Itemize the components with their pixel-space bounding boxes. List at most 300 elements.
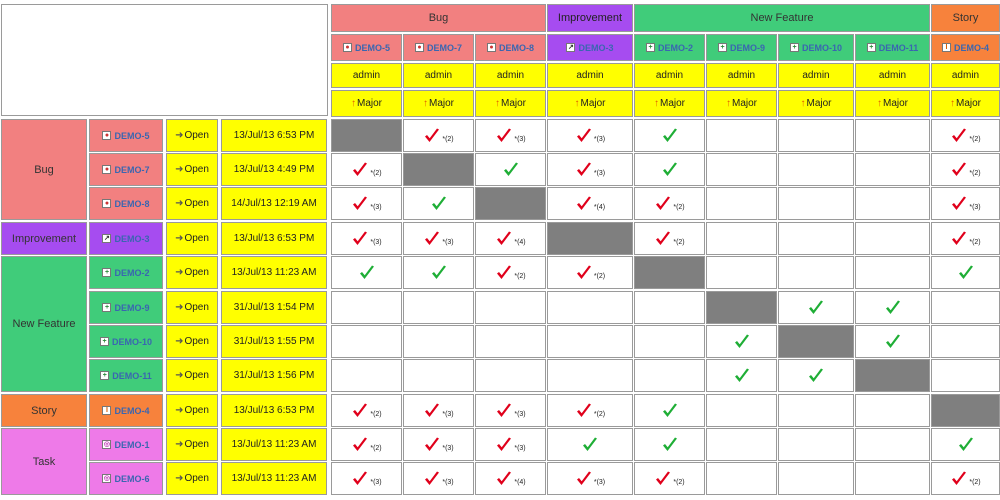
- column-assignee: admin: [403, 63, 474, 88]
- dependency-count: *(2): [673, 204, 685, 211]
- matrix-cell-self: [634, 256, 705, 289]
- matrix-cell[interactable]: [331, 153, 402, 186]
- row-issue-key[interactable]: [89, 394, 163, 427]
- matrix-cell[interactable]: [778, 256, 854, 289]
- matrix-cell[interactable]: [778, 187, 854, 220]
- row-group-header: Bug: [1, 119, 87, 220]
- dependency-count: *(2): [593, 273, 606, 280]
- issue-key-link[interactable]: DEMO-8: [114, 198, 150, 209]
- matrix-cell[interactable]: [778, 222, 854, 255]
- matrix-cell[interactable]: [547, 187, 633, 220]
- status-label: Open: [184, 267, 209, 278]
- priority-label: Major: [731, 98, 757, 109]
- column-issue-key[interactable]: [855, 34, 930, 61]
- issue-key-link[interactable]: DEMO-11: [112, 370, 152, 381]
- dependency-count: *(2): [969, 170, 981, 177]
- row-group-header: New Feature: [1, 256, 87, 392]
- priority-up-icon: ↑: [350, 98, 356, 109]
- red-check-icon: [495, 436, 513, 454]
- red-check-icon: [423, 230, 441, 248]
- matrix-cell[interactable]: [931, 291, 1000, 324]
- column-priority: [778, 90, 854, 117]
- bug-icon: ●: [102, 165, 111, 174]
- issue-key-link[interactable]: DEMO-11: [878, 42, 919, 53]
- matrix-cell[interactable]: [931, 187, 1000, 220]
- row-issue-key[interactable]: [89, 428, 163, 461]
- row-status: [166, 187, 218, 220]
- matrix-cell[interactable]: [475, 428, 546, 461]
- issue-key-link[interactable]: DEMO-3: [578, 42, 614, 53]
- plus-icon: +: [646, 43, 655, 52]
- matrix-cell[interactable]: [931, 119, 1000, 152]
- red-check-icon: [495, 402, 513, 420]
- matrix-cell[interactable]: [331, 222, 402, 255]
- priority-up-icon: ↑: [725, 98, 731, 109]
- matrix-cell[interactable]: [855, 462, 930, 495]
- matrix-cell[interactable]: [331, 187, 402, 220]
- open-status-icon: ➜: [175, 473, 184, 484]
- dependency-count: *(4): [593, 204, 606, 211]
- green-check-icon: [661, 402, 679, 420]
- priority-up-icon: ↑: [800, 98, 806, 109]
- red-check-icon: [495, 230, 513, 248]
- row-date: 13/Jul/13 6:53 PM: [221, 394, 327, 427]
- column-priority: [403, 90, 474, 117]
- row-date: 13/Jul/13 11:23 AM: [221, 256, 327, 289]
- plus-icon: +: [100, 371, 109, 380]
- column-priority: [931, 90, 1000, 117]
- column-group-header: Story: [931, 4, 1000, 32]
- bug-icon: ●: [415, 43, 424, 52]
- matrix-cell[interactable]: [403, 222, 474, 255]
- matrix-cell[interactable]: [778, 291, 854, 324]
- dependency-count: *(2): [370, 411, 382, 418]
- dependency-count: *(2): [673, 239, 685, 246]
- issue-key-link[interactable]: DEMO-4: [114, 405, 150, 416]
- column-issue-key[interactable]: [475, 34, 546, 61]
- row-status: [166, 325, 218, 358]
- red-check-icon: [575, 402, 593, 420]
- row-issue-key[interactable]: [89, 462, 163, 495]
- row-date: 31/Jul/13 1:54 PM: [221, 291, 327, 324]
- matrix-cell[interactable]: [403, 291, 474, 324]
- matrix-cell-self: [403, 153, 474, 186]
- matrix-cell[interactable]: [331, 394, 402, 427]
- matrix-cell[interactable]: [855, 325, 930, 358]
- matrix-cell[interactable]: [547, 359, 633, 392]
- issue-key-link[interactable]: DEMO-1: [114, 439, 150, 450]
- open-status-icon: ➜: [175, 164, 184, 175]
- issue-key-link[interactable]: DEMO-8: [498, 42, 534, 53]
- dependency-count: *(3): [593, 136, 606, 143]
- priority-up-icon: ↑: [653, 98, 659, 109]
- matrix-cell[interactable]: [403, 119, 474, 152]
- row-date: 13/Jul/13 11:23 AM: [221, 462, 327, 495]
- column-issue-key[interactable]: [778, 34, 854, 61]
- matrix-cell[interactable]: [706, 119, 777, 152]
- matrix-cell-self: [547, 222, 633, 255]
- column-priority: [855, 90, 930, 117]
- row-issue-key[interactable]: [89, 256, 163, 289]
- matrix-cell[interactable]: [778, 394, 854, 427]
- column-priority: [634, 90, 705, 117]
- priority-label: Major: [806, 98, 832, 109]
- plus-icon: +: [102, 268, 111, 277]
- dependency-count: *(3): [593, 170, 606, 177]
- green-check-icon: [661, 161, 679, 179]
- matrix-cell[interactable]: [706, 359, 777, 392]
- dependency-count: *(2): [673, 479, 685, 486]
- matrix-cell-self: [778, 325, 854, 358]
- green-check-icon: [661, 436, 679, 454]
- matrix-cell[interactable]: [331, 291, 402, 324]
- dependency-count: *(3): [370, 239, 382, 246]
- green-check-icon: [430, 264, 448, 282]
- plus-icon: +: [790, 43, 799, 52]
- matrix-cell-self: [331, 119, 402, 152]
- row-status: [166, 291, 218, 324]
- dependency-count: *(2): [969, 136, 981, 143]
- red-check-icon: [423, 127, 441, 145]
- column-issue-key[interactable]: [634, 34, 705, 61]
- column-assignee: admin: [331, 63, 402, 88]
- matrix-cell[interactable]: [706, 187, 777, 220]
- green-check-icon: [733, 367, 751, 385]
- matrix-cell[interactable]: [634, 119, 705, 152]
- red-check-icon: [950, 161, 968, 179]
- green-check-icon: [430, 195, 448, 213]
- matrix-cell[interactable]: [778, 153, 854, 186]
- status-label: Open: [184, 130, 209, 141]
- status-label: Open: [184, 370, 209, 381]
- column-issue-key[interactable]: [403, 34, 474, 61]
- matrix-cell[interactable]: [931, 222, 1000, 255]
- matrix-cell[interactable]: [855, 394, 930, 427]
- green-check-icon: [884, 333, 902, 351]
- red-check-icon: [950, 127, 968, 145]
- dependency-count: *(3): [442, 239, 454, 246]
- plus-icon: +: [102, 303, 111, 312]
- red-check-icon: [654, 195, 672, 213]
- open-status-icon: ➜: [175, 198, 184, 209]
- matrix-cell[interactable]: [634, 291, 705, 324]
- issue-key-link[interactable]: DEMO-9: [729, 42, 765, 53]
- matrix-cell[interactable]: [931, 325, 1000, 358]
- dependency-count: *(3): [370, 204, 382, 211]
- issue-key-link[interactable]: DEMO-6: [114, 473, 150, 484]
- matrix-cell[interactable]: [634, 462, 705, 495]
- column-group-header: Bug: [331, 4, 546, 32]
- row-status: [166, 428, 218, 461]
- issue-key-link[interactable]: DEMO-10: [111, 336, 152, 347]
- column-priority: [475, 90, 546, 117]
- matrix-cell[interactable]: [634, 187, 705, 220]
- row-status: [166, 359, 218, 392]
- status-label: Open: [184, 473, 209, 484]
- task-icon: ◎: [103, 441, 111, 448]
- matrix-cell[interactable]: [634, 222, 705, 255]
- priority-up-icon: ↑: [422, 98, 428, 109]
- column-assignee: admin: [706, 63, 777, 88]
- dependency-count: *(2): [514, 273, 526, 280]
- dependency-count: *(3): [370, 479, 382, 486]
- dependency-count: *(2): [593, 411, 606, 418]
- matrix-cell[interactable]: [706, 153, 777, 186]
- matrix-cell[interactable]: [403, 428, 474, 461]
- priority-label: Major: [955, 98, 981, 109]
- dependency-count: *(3): [442, 411, 454, 418]
- status-label: Open: [184, 198, 209, 209]
- red-check-icon: [654, 470, 672, 488]
- matrix-cell[interactable]: [547, 462, 633, 495]
- matrix-cell[interactable]: [706, 256, 777, 289]
- matrix-cell[interactable]: [331, 359, 402, 392]
- matrix-cell[interactable]: [331, 462, 402, 495]
- red-check-icon: [575, 470, 593, 488]
- column-assignee: admin: [547, 63, 633, 88]
- matrix-cell[interactable]: [403, 325, 474, 358]
- issue-key-link[interactable]: DEMO-4: [953, 42, 989, 53]
- matrix-cell[interactable]: [855, 119, 930, 152]
- priority-label: Major: [500, 98, 526, 109]
- matrix-cell[interactable]: [475, 394, 546, 427]
- column-priority: [331, 90, 402, 117]
- matrix-cell[interactable]: [547, 153, 633, 186]
- matrix-cell[interactable]: [331, 428, 402, 461]
- matrix-cell[interactable]: [634, 153, 705, 186]
- matrix-cell[interactable]: [403, 187, 474, 220]
- green-check-icon: [661, 127, 679, 145]
- red-check-icon: [351, 436, 369, 454]
- matrix-cell[interactable]: [855, 256, 930, 289]
- matrix-cell-self: [931, 394, 1000, 427]
- bug-icon: ●: [343, 43, 352, 52]
- row-issue-key[interactable]: [89, 119, 163, 152]
- red-check-icon: [351, 230, 369, 248]
- matrix-cell[interactable]: [547, 325, 633, 358]
- row-status: [166, 222, 218, 255]
- matrix-cell[interactable]: [547, 291, 633, 324]
- red-check-icon: [495, 264, 513, 282]
- matrix-cell[interactable]: [706, 222, 777, 255]
- red-check-icon: [351, 470, 369, 488]
- matrix-cell[interactable]: [403, 359, 474, 392]
- row-issue-key[interactable]: [89, 325, 163, 358]
- matrix-cell[interactable]: [778, 119, 854, 152]
- red-check-icon: [950, 195, 968, 213]
- column-issue-key[interactable]: [547, 34, 633, 61]
- green-check-icon: [957, 264, 975, 282]
- column-assignee: admin: [475, 63, 546, 88]
- priority-up-icon: ↑: [949, 98, 955, 109]
- plus-icon: +: [100, 337, 109, 346]
- task-icon: ◎: [103, 475, 111, 482]
- open-status-icon: ➜: [175, 439, 184, 450]
- column-assignee: admin: [778, 63, 854, 88]
- column-assignee: admin: [634, 63, 705, 88]
- matrix-cell[interactable]: [706, 462, 777, 495]
- dependency-count: *(2): [969, 239, 981, 246]
- matrix-cell[interactable]: [475, 325, 546, 358]
- matrix-cell[interactable]: [331, 256, 402, 289]
- priority-label: Major: [356, 98, 382, 109]
- issue-key-link[interactable]: DEMO-2: [657, 42, 693, 53]
- green-check-icon: [957, 436, 975, 454]
- matrix-cell[interactable]: [403, 462, 474, 495]
- red-check-icon: [575, 264, 593, 282]
- red-check-icon: [423, 402, 441, 420]
- story-icon: I: [102, 406, 111, 415]
- matrix-cell[interactable]: [706, 428, 777, 461]
- priority-label: Major: [580, 98, 606, 109]
- green-check-icon: [502, 161, 520, 179]
- issue-key-link[interactable]: DEMO-7: [114, 164, 150, 175]
- status-label: Open: [184, 405, 209, 416]
- matrix-cell[interactable]: [547, 119, 633, 152]
- matrix-cell[interactable]: [931, 462, 1000, 495]
- dependency-count: *(2): [442, 136, 454, 143]
- open-status-icon: ➜: [175, 233, 184, 244]
- dependency-count: *(3): [593, 479, 606, 486]
- matrix-cell[interactable]: [855, 187, 930, 220]
- matrix-cell[interactable]: [706, 394, 777, 427]
- matrix-cell[interactable]: [475, 222, 546, 255]
- matrix-cell[interactable]: [778, 359, 854, 392]
- green-check-icon: [807, 367, 825, 385]
- matrix-cell[interactable]: [634, 325, 705, 358]
- matrix-cell[interactable]: [634, 428, 705, 461]
- red-check-icon: [495, 127, 513, 145]
- red-check-icon: [575, 161, 593, 179]
- plus-icon: +: [718, 43, 727, 52]
- matrix-cell[interactable]: [778, 462, 854, 495]
- column-issue-key[interactable]: [331, 34, 402, 61]
- matrix-cell[interactable]: [403, 394, 474, 427]
- status-label: Open: [184, 336, 209, 347]
- issue-key-link[interactable]: DEMO-5: [354, 42, 390, 53]
- dependency-count: *(3): [514, 445, 526, 452]
- issue-key-link[interactable]: DEMO-5: [114, 130, 150, 141]
- row-status: [166, 153, 218, 186]
- green-check-icon: [581, 436, 599, 454]
- row-issue-key[interactable]: [89, 187, 163, 220]
- matrix-cell[interactable]: [475, 462, 546, 495]
- red-check-icon: [654, 230, 672, 248]
- open-status-icon: ➜: [175, 370, 184, 381]
- red-check-icon: [950, 470, 968, 488]
- bug-icon: ●: [102, 199, 111, 208]
- column-group-header: New Feature: [634, 4, 930, 32]
- dependency-count: *(4): [514, 479, 526, 486]
- row-issue-key[interactable]: [89, 291, 163, 324]
- row-group-header: Improvement: [1, 222, 87, 255]
- matrix-cell[interactable]: [547, 394, 633, 427]
- column-issue-key[interactable]: [931, 34, 1000, 61]
- column-issue-key[interactable]: [706, 34, 777, 61]
- row-status: [166, 256, 218, 289]
- matrix-cell[interactable]: [547, 428, 633, 461]
- open-status-icon: ➜: [175, 302, 184, 313]
- matrix-cell[interactable]: [475, 119, 546, 152]
- improvement-icon: ↗: [568, 44, 574, 51]
- issue-key-link[interactable]: DEMO-9: [114, 302, 150, 313]
- status-label: Open: [184, 439, 209, 450]
- row-issue-key[interactable]: [89, 222, 163, 255]
- matrix-cell[interactable]: [331, 325, 402, 358]
- column-assignee: admin: [931, 63, 1000, 88]
- story-icon: I: [942, 43, 951, 52]
- row-status: [166, 119, 218, 152]
- red-check-icon: [423, 470, 441, 488]
- red-check-icon: [495, 470, 513, 488]
- column-priority: [706, 90, 777, 117]
- green-check-icon: [733, 333, 751, 351]
- issue-key-link[interactable]: DEMO-10: [801, 42, 842, 53]
- column-assignee: admin: [855, 63, 930, 88]
- matrix-cell[interactable]: [931, 256, 1000, 289]
- matrix-cell[interactable]: [547, 256, 633, 289]
- status-label: Open: [184, 233, 209, 244]
- improvement-icon: ↗: [104, 235, 110, 242]
- dependency-count: *(2): [969, 479, 981, 486]
- column-priority: [547, 90, 633, 117]
- matrix-cell[interactable]: [475, 359, 546, 392]
- matrix-cell[interactable]: [634, 394, 705, 427]
- issue-key-link[interactable]: DEMO-7: [426, 42, 462, 53]
- dependency-count: *(3): [514, 136, 526, 143]
- row-date: 13/Jul/13 4:49 PM: [221, 153, 327, 186]
- priority-label: Major: [659, 98, 685, 109]
- dependency-count: *(2): [370, 170, 382, 177]
- matrix-cell[interactable]: [475, 291, 546, 324]
- row-date: 31/Jul/13 1:56 PM: [221, 359, 327, 392]
- row-date: 13/Jul/13 11:23 AM: [221, 428, 327, 461]
- matrix-cell[interactable]: [931, 153, 1000, 186]
- matrix-cell[interactable]: [475, 256, 546, 289]
- open-status-icon: ➜: [175, 130, 184, 141]
- dependency-count: *(3): [514, 411, 526, 418]
- row-date: 14/Jul/13 12:19 AM: [221, 187, 327, 220]
- matrix-cell[interactable]: [855, 428, 930, 461]
- row-status: [166, 394, 218, 427]
- matrix-corner: [1, 4, 328, 116]
- matrix-cell[interactable]: [931, 428, 1000, 461]
- issue-key-link[interactable]: DEMO-3: [114, 233, 150, 244]
- column-group-header: Improvement: [547, 4, 633, 32]
- matrix-cell[interactable]: [475, 153, 546, 186]
- red-check-icon: [950, 230, 968, 248]
- matrix-cell[interactable]: [931, 359, 1000, 392]
- matrix-cell[interactable]: [855, 153, 930, 186]
- dependency-count: *(3): [442, 445, 454, 452]
- matrix-cell[interactable]: [855, 222, 930, 255]
- plus-icon: +: [867, 43, 876, 52]
- matrix-cell[interactable]: [855, 291, 930, 324]
- row-issue-key[interactable]: [89, 153, 163, 186]
- dependency-count: *(4): [514, 239, 526, 246]
- matrix-cell[interactable]: [706, 325, 777, 358]
- matrix-cell[interactable]: [634, 359, 705, 392]
- priority-label: Major: [428, 98, 454, 109]
- issue-key-link[interactable]: DEMO-2: [114, 267, 150, 278]
- matrix-cell-self: [475, 187, 546, 220]
- matrix-cell-self: [855, 359, 930, 392]
- matrix-cell[interactable]: [403, 256, 474, 289]
- matrix-cell-self: [706, 291, 777, 324]
- open-status-icon: ➜: [175, 405, 184, 416]
- matrix-cell[interactable]: [778, 428, 854, 461]
- row-issue-key[interactable]: [89, 359, 163, 392]
